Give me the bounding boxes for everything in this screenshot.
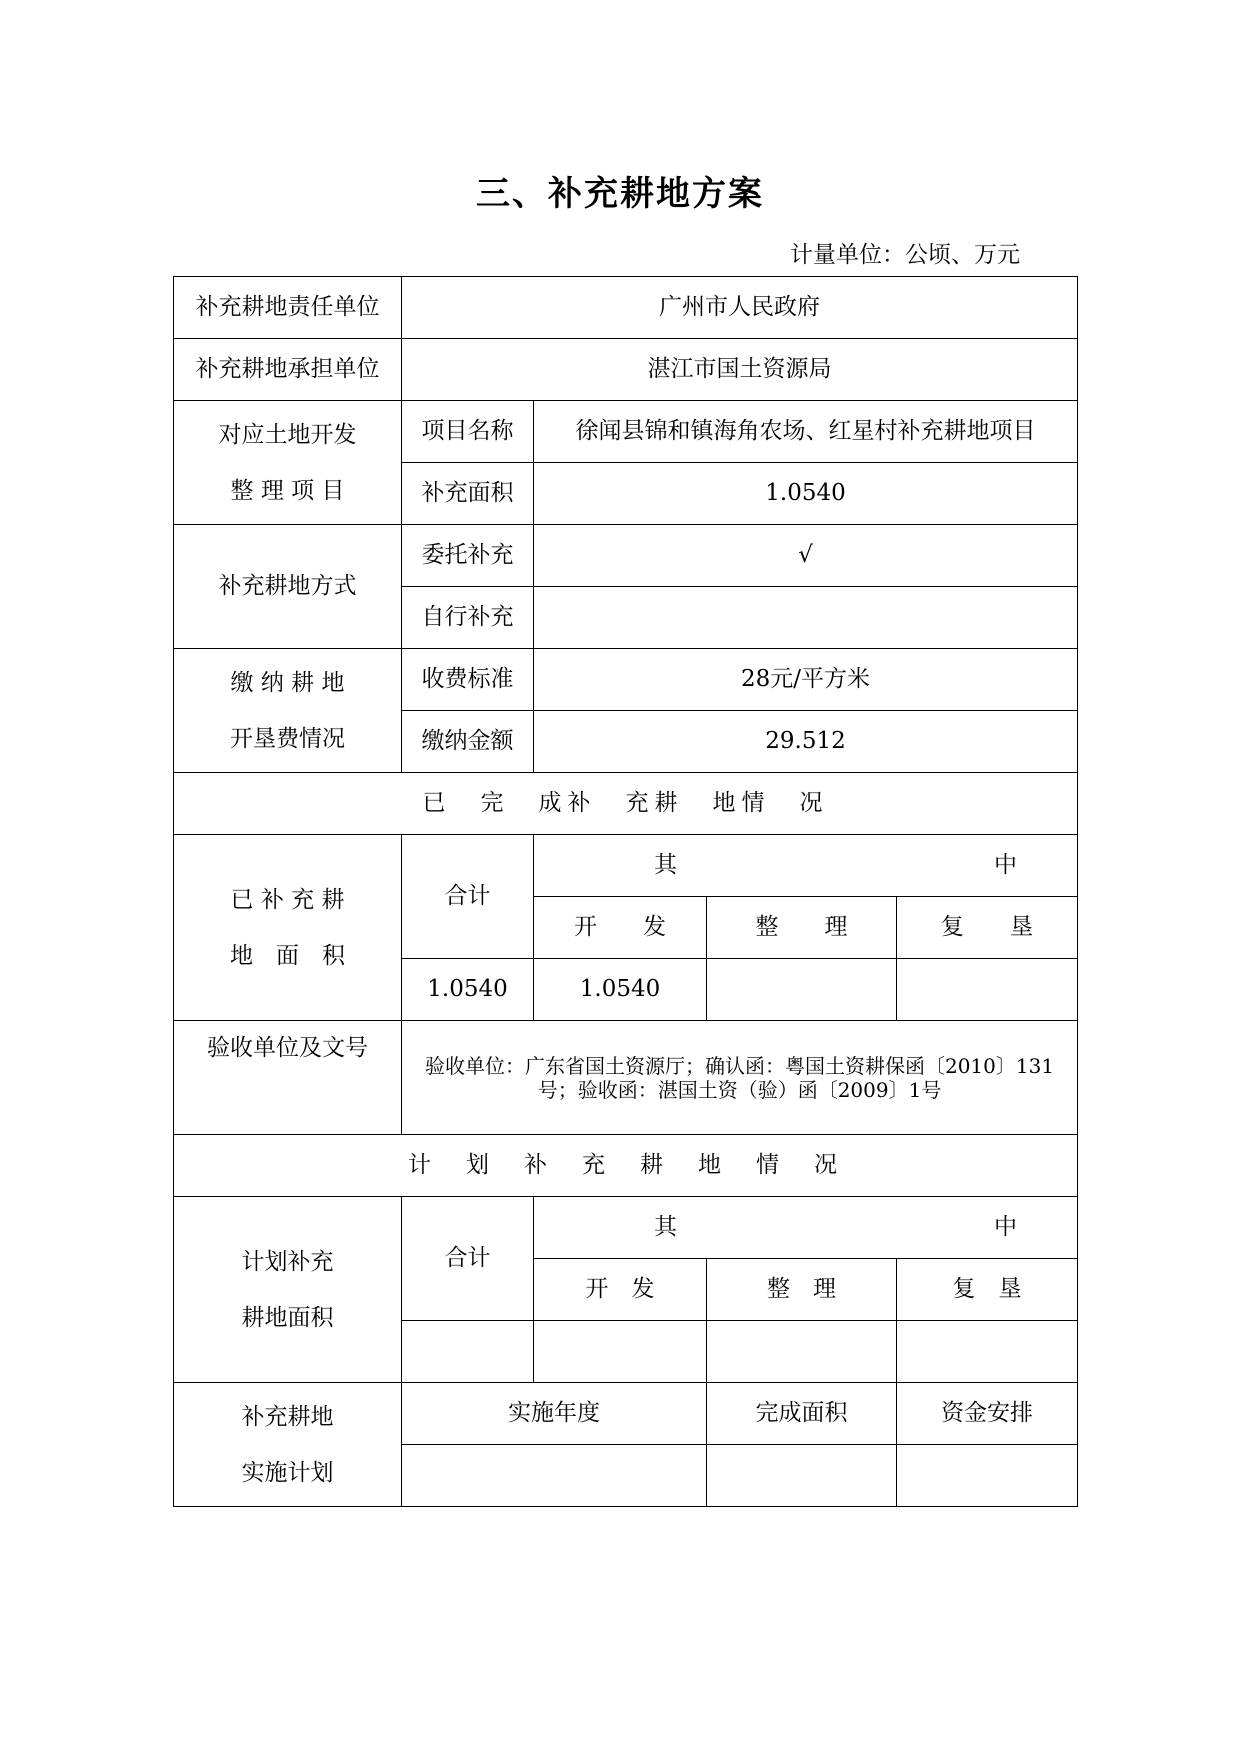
table-row xyxy=(174,401,1078,463)
completed-reorg-label: 整 理 xyxy=(707,897,897,959)
fee-std-label: 收费标准 xyxy=(402,649,534,711)
bear-unit-value: 湛江市国土资源局 xyxy=(402,339,1078,401)
entrust-label: 委托补充 xyxy=(402,525,534,587)
fee-std-value: 28元/平方米 xyxy=(534,649,1078,711)
self-label: 自行补充 xyxy=(402,587,534,649)
impl-year-value xyxy=(402,1445,707,1507)
impl-year-label: 实施年度 xyxy=(402,1383,707,1445)
impl-fund-label: 资金安排 xyxy=(897,1383,1078,1445)
completed-dev-value: 1.0540 xyxy=(534,959,707,1021)
page-title: 三、补充耕地方案 xyxy=(476,174,764,214)
implementation-label xyxy=(174,1383,402,1507)
completed-area-label xyxy=(174,835,402,1021)
table-row xyxy=(174,773,1078,835)
fee-amt-label: 缴纳金额 xyxy=(402,711,534,773)
fee-label-line-2: 开垦费情况 xyxy=(230,725,345,752)
planned-reorg-value xyxy=(707,1321,897,1383)
entrust-check: √ xyxy=(534,525,1078,587)
table-row xyxy=(174,277,1078,339)
planned-label-line-1: 计划补充 xyxy=(241,1248,334,1275)
among-right: 中 xyxy=(994,1213,1018,1240)
method-label: 补充耕地方式 xyxy=(174,525,402,649)
fee-label xyxy=(174,649,402,773)
land-supplement-form xyxy=(173,276,1078,1507)
acceptance-value xyxy=(402,1021,1078,1135)
table-row xyxy=(174,339,1078,401)
table-row xyxy=(174,525,1078,587)
impl-area-value xyxy=(707,1445,897,1507)
project-name-label: 项目名称 xyxy=(402,401,534,463)
planned-reclaim-label: 复 垦 xyxy=(897,1259,1078,1321)
completed-dev-label: 开 发 xyxy=(534,897,707,959)
table-row xyxy=(174,1383,1078,1445)
fee-amt-value: 29.512 xyxy=(534,711,1078,773)
planned-section-title: 计 划 补 充 耕 地 情 况 xyxy=(174,1135,1078,1197)
self-value xyxy=(534,587,1078,649)
project-label-line-2: 整 理 项 目 xyxy=(230,477,345,504)
completed-label-line-2: 地 面 积 xyxy=(230,942,345,969)
completed-section-title: 已 完 成补 充耕 地情 况 xyxy=(174,773,1078,835)
planned-dev-label: 开 发 xyxy=(534,1259,707,1321)
planned-among-header xyxy=(534,1197,1078,1259)
planned-area-label xyxy=(174,1197,402,1383)
measure-unit: 计量单位：公顷、万元 xyxy=(790,242,1020,268)
planned-total-label: 合计 xyxy=(402,1197,534,1321)
acceptance-label: 验收单位及文号 xyxy=(174,1021,402,1135)
completed-label-line-1: 已 补 充 耕 xyxy=(230,886,345,913)
implementation-label-line-1: 补充耕地 xyxy=(241,1403,334,1430)
completed-total-label: 合计 xyxy=(402,835,534,959)
implementation-label-line-2: 实施计划 xyxy=(241,1459,334,1486)
completed-reclaim-value xyxy=(897,959,1078,1021)
table-row xyxy=(174,1135,1078,1197)
completed-reclaim-label: 复 垦 xyxy=(897,897,1078,959)
project-label-line-1: 对应土地开发 xyxy=(218,421,357,448)
planned-dev-value xyxy=(534,1321,707,1383)
acceptance-line-2: 号；验收函：湛国土资（验）函〔2009〕1号 xyxy=(537,1077,942,1102)
impl-fund-value xyxy=(897,1445,1078,1507)
planned-label-line-2: 耕地面积 xyxy=(241,1304,334,1331)
planned-total-value xyxy=(402,1321,534,1383)
table-row xyxy=(174,649,1078,711)
project-label xyxy=(174,401,402,525)
table-row xyxy=(174,835,1078,897)
fee-label-line-1: 缴 纳 耕 地 xyxy=(230,669,345,696)
completed-reorg-value xyxy=(707,959,897,1021)
among-right: 中 xyxy=(994,851,1018,878)
planned-reorg-label: 整 理 xyxy=(707,1259,897,1321)
among-left: 其 xyxy=(654,851,677,878)
among-left: 其 xyxy=(654,1213,677,1240)
impl-area-label: 完成面积 xyxy=(707,1383,897,1445)
resp-unit-label: 补充耕地责任单位 xyxy=(174,277,402,339)
resp-unit-value: 广州市人民政府 xyxy=(402,277,1078,339)
acceptance-line-1: 验收单位：广东省国土资源厅；确认函：粤国土资耕保函〔2010〕131 xyxy=(424,1053,1055,1078)
table-row xyxy=(174,1021,1078,1135)
project-name-value: 徐闻县锦和镇海角农场、红星村补充耕地项目 xyxy=(534,401,1078,463)
table-row xyxy=(174,1197,1078,1259)
planned-reclaim-value xyxy=(897,1321,1078,1383)
completed-total-value: 1.0540 xyxy=(402,959,534,1021)
completed-among-header xyxy=(534,835,1078,897)
bear-unit-label: 补充耕地承担单位 xyxy=(174,339,402,401)
area-label: 补充面积 xyxy=(402,463,534,525)
area-value: 1.0540 xyxy=(534,463,1078,525)
